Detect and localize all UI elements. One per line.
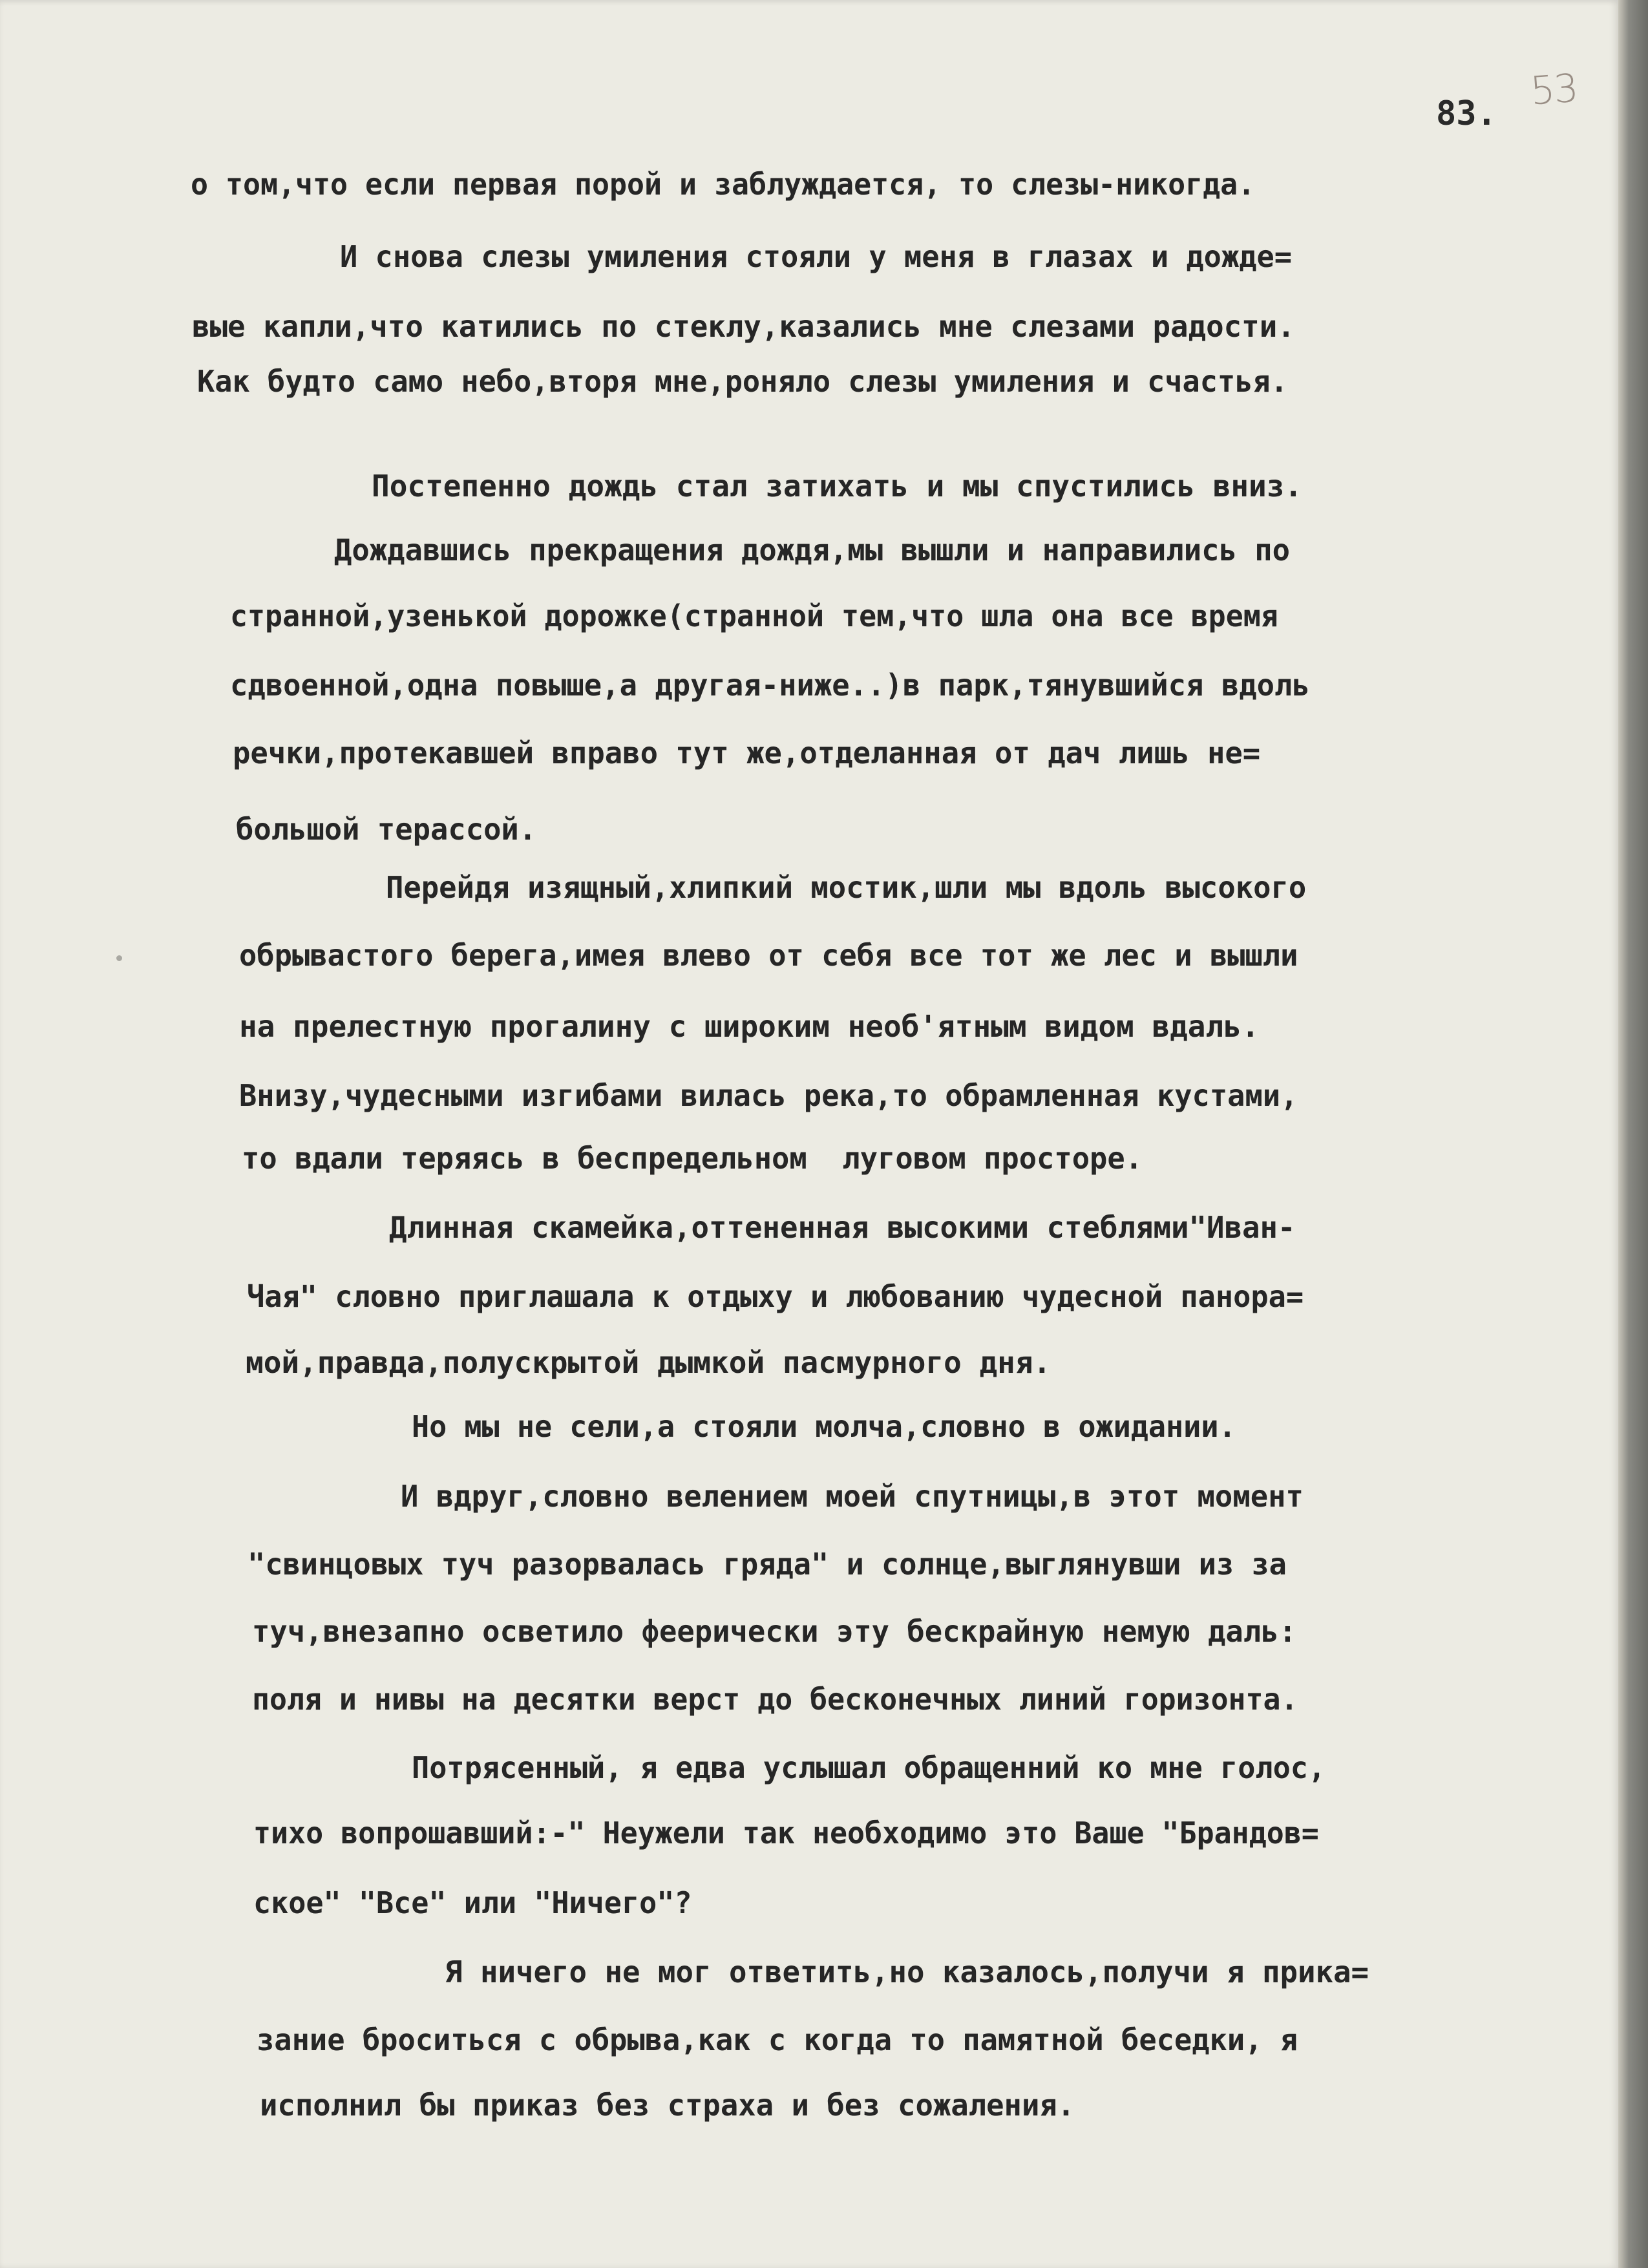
text-line: Постепенно дождь стал затихать и мы спустились вниз. [372, 469, 1303, 503]
text-line: зание броситься с обрыва,как с когда то памятной беседки, я [257, 2022, 1298, 2057]
text-line: туч,внезапно осветило феерически эту бескрайную немую даль: [252, 1614, 1296, 1649]
text-line: ское" "Все" или "Ничего"? [253, 1885, 692, 1920]
page-edge [1618, 0, 1648, 2268]
text-line: поля и нивы на десятки верст до бесконечных линий горизонта. [252, 1682, 1298, 1717]
archive-number: 53 [1528, 65, 1579, 114]
text-line: "свинцовых туч разорвалась гряда" и солнце,выглянувши из за [248, 1547, 1287, 1582]
text-line: Но мы не сели,а стояли молча,словно в ожидании. [412, 1409, 1236, 1444]
text-line: странной,узенькой дорожке(странной тем,что шла она все время [230, 599, 1278, 633]
text-line: Как будто само небо,вторя мне,роняло слезы умиления и счастья. [197, 364, 1288, 399]
text-line: И снова слезы умиления стояли у меня в глазах и дожде= [340, 239, 1293, 274]
text-line: вые капли,что катились по стеклу,казались мне слезами радости. [192, 309, 1295, 344]
text-line: речки,протекавшей вправо тут же,отделанная от дач лишь не= [233, 736, 1261, 770]
text-line: Длинная скамейка,оттененная высокими стеблями"Иван- [389, 1210, 1296, 1245]
paper-spot [116, 955, 122, 961]
page-number: 83. [1436, 94, 1497, 133]
text-line: обрывастого берега,имея влево от себя все тот же лес и вышли [239, 938, 1298, 973]
text-line: Внизу,чудесными изгибами вилась река,то обрамленная кустами, [239, 1078, 1298, 1113]
text-line: на прелестную прогалину с широким необ'ятным видом вдаль. [239, 1009, 1260, 1044]
text-line: тихо вопрошавший:-" Неужели так необходимо это Ваше "Брандов= [253, 1816, 1319, 1850]
text-line: И вдруг,словно велением моей спутницы,в этот момент [401, 1479, 1304, 1514]
text-line: Потрясенный, я едва услышал обращенний ко мне голос, [412, 1750, 1326, 1785]
text-line: Перейдя изящный,хлипкий мостик,шли мы вдоль высокого [386, 870, 1307, 905]
text-line: большой терассой. [236, 812, 537, 847]
text-line: Дождавшись прекращения дождя,мы вышли и направились по [334, 533, 1291, 567]
text-line: то вдали теряясь в беспредельном луговом просторе. [242, 1141, 1143, 1176]
text-line: сдвоенной,одна повыше,а другая-ниже..)в парк,тянувшийся вдоль [230, 668, 1310, 703]
text-line: Я ничего не мог ответить,но казалось,получи я прика= [445, 1955, 1369, 1989]
text-line: мой,правда,полускрытой дымкой пасмурного дня. [246, 1345, 1051, 1380]
text-line: исполнил бы приказ без страха и без сожаления. [260, 2088, 1075, 2123]
text-line: Чая" словно приглашала к отдыху и любованию чудесной панора= [247, 1279, 1304, 1314]
text-line: о том,что если первая порой и заблуждается, то слезы-никогда. [191, 167, 1256, 202]
